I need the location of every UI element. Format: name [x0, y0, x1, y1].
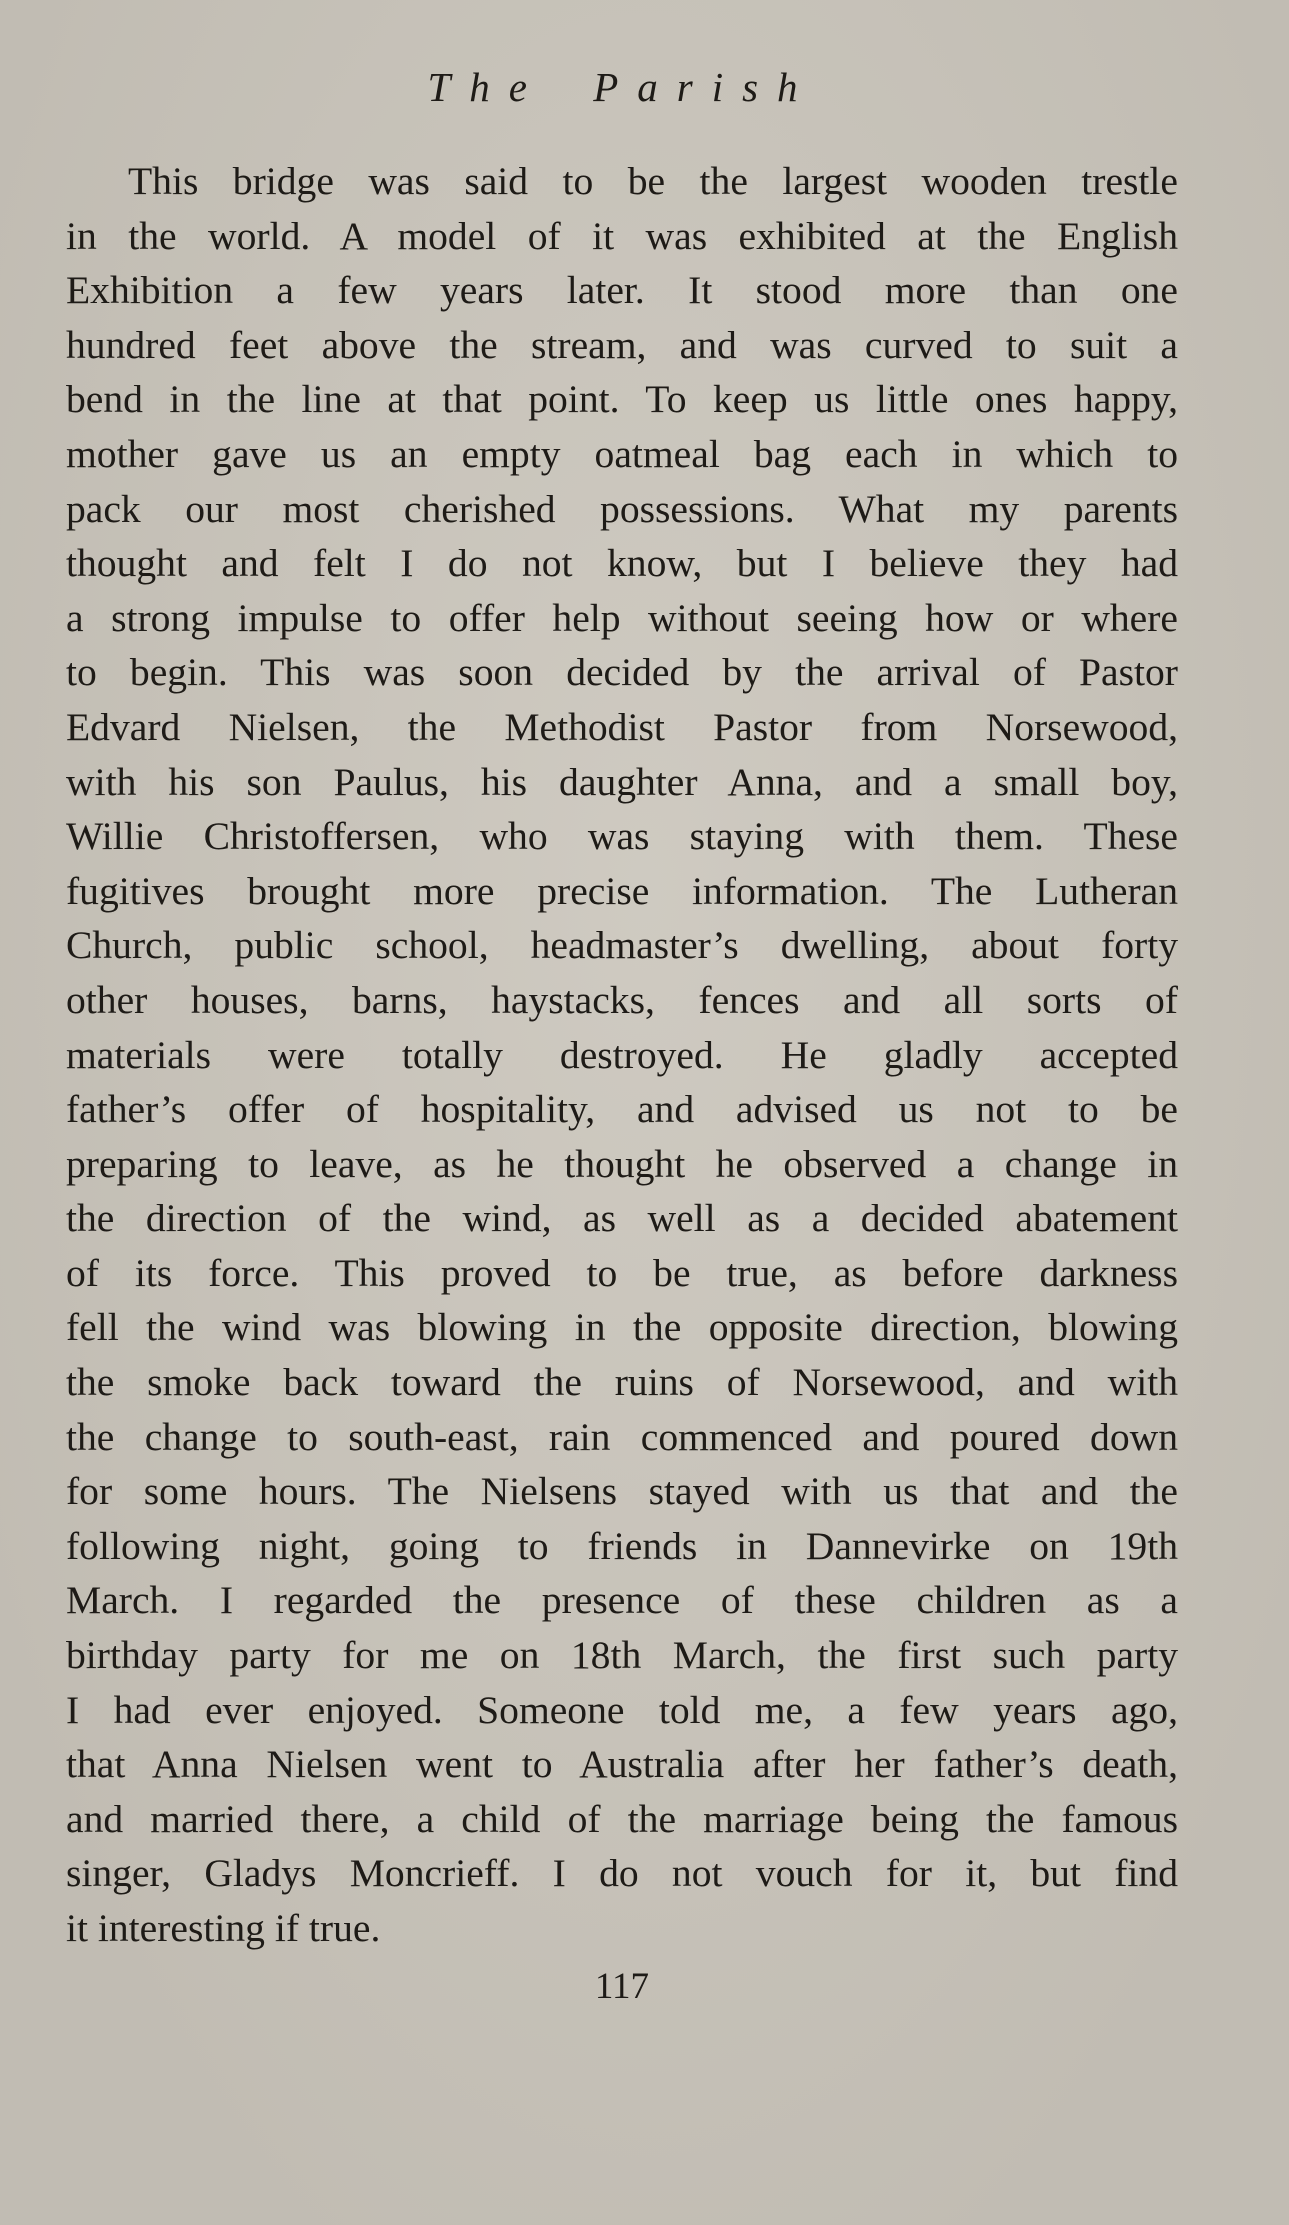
text-line: hundred feet above the stream, and was curved to suit a: [66, 322, 1178, 367]
text-line: Church, public school, headmaster’s dwelling, about forty: [66, 923, 1178, 968]
text-line: in the world. A model of it was exhibited at the English: [66, 213, 1178, 258]
text-line: fell the wind was blowing in the opposite direction, blowing: [66, 1305, 1178, 1350]
text-line: that Anna Nielsen went to Australia after her father’s death,: [66, 1742, 1178, 1787]
text-line: it interesting if true.: [66, 1906, 381, 1950]
text-line: the smoke back toward the ruins of Norsewood, and with: [66, 1360, 1178, 1405]
text-line: pack our most cherished possessions. What my parents: [66, 486, 1178, 531]
text-line: father’s offer of hospitality, and advised us not to be: [66, 1087, 1178, 1132]
text-line: singer, Gladys Moncrieff. I do not vouch for it, but find: [66, 1851, 1178, 1896]
text-line: fugitives brought more precise information. The Lutheran: [66, 868, 1178, 913]
book-page: [66, 58, 1178, 2012]
text-line: other houses, barns, haystacks, fences and all sorts of: [66, 977, 1178, 1022]
text-line: preparing to leave, as he thought he observed a change in: [66, 1141, 1178, 1186]
text-line: mother gave us an empty oatmeal bag each in which to: [66, 431, 1178, 476]
page-number: 117: [594, 1965, 650, 2007]
text-line: Edvard Nielsen, the Methodist Pastor from Norsewood,: [66, 704, 1178, 749]
body-paragraph: [66, 154, 1178, 1956]
running-head: The Parish: [427, 64, 817, 110]
text-line: to begin. This was soon decided by the arrival of Pastor: [66, 650, 1178, 695]
text-line: following night, going to friends in Dannevirke on 19th: [66, 1523, 1178, 1568]
text-line: This bridge was said to be the largest wooden trestle: [128, 159, 1178, 203]
text-line: and married there, a child of the marriage being the famous: [66, 1796, 1178, 1841]
text-line: the direction of the wind, as well as a decided abatement: [66, 1196, 1178, 1241]
text-line: March. I regarded the presence of these children as a: [66, 1578, 1178, 1623]
text-line: of its force. This proved to be true, as before darkness: [66, 1250, 1178, 1295]
text-line: I had ever enjoyed. Someone told me, a few years ago,: [66, 1687, 1178, 1732]
text-line: a strong impulse to offer help without seeing how or where: [66, 595, 1178, 640]
text-line: materials were totally destroyed. He gladly accepted: [66, 1032, 1178, 1077]
text-line: Exhibition a few years later. It stood more than one: [66, 268, 1178, 313]
text-line: with his son Paulus, his daughter Anna, and a small boy,: [66, 759, 1178, 804]
text-line: birthday party for me on 18th March, the first such party: [66, 1633, 1178, 1678]
text-line: for some hours. The Nielsens stayed with us that and the: [66, 1469, 1178, 1514]
text-line: bend in the line at that point. To keep us little ones happy,: [66, 377, 1178, 422]
text-line: thought and felt I do not know, but I believe they had: [66, 541, 1178, 586]
text-line: Willie Christoffersen, who was staying with them. These: [66, 814, 1178, 859]
text-line: the change to south-east, rain commenced and poured down: [66, 1414, 1178, 1459]
